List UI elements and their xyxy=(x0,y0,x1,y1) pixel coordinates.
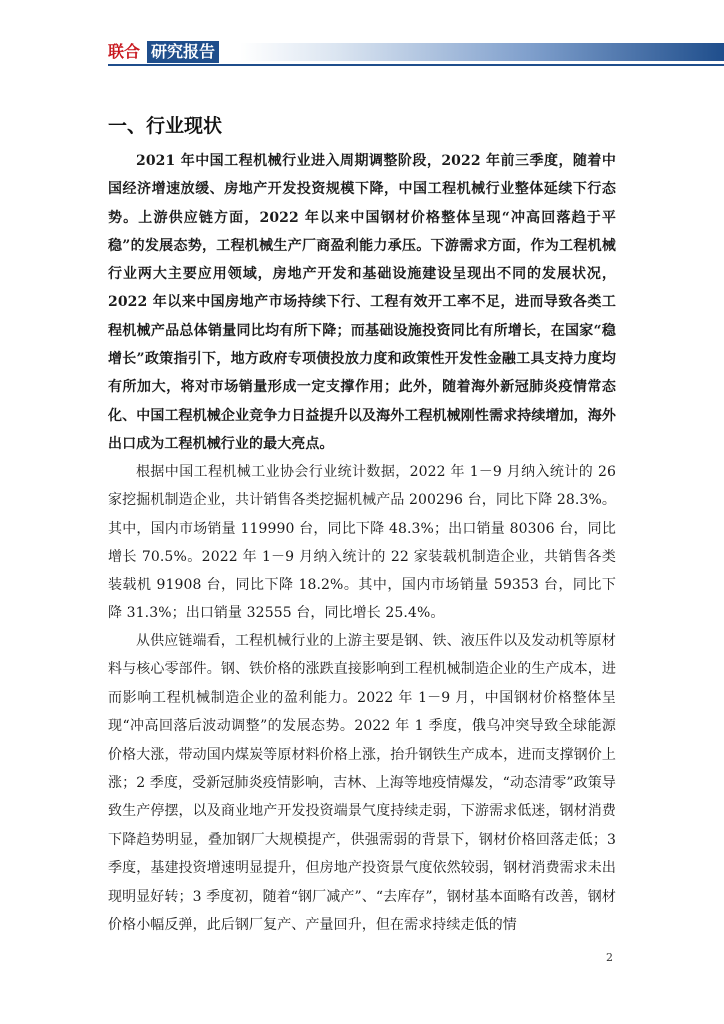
paragraph-sales-statistics: 根据中国工程机械工业协会行业统计数据，2022 年 1－9 月纳入统计的 26 家挖掘机制造企业，共计销售各类挖掘机械产品 200296 台，同比下降 28.3%。其中，国内市场销量 119990 台，同比下降 48.3%；出口销量 80306 台，同比增长 70.5%。2022 年 1－9 月纳入统计的 22 家装载机制造企业，共销售各类装载机 91908 台，同比下降 18.2%。其中，国内市场销量 59353 台，同比下降 31.3%；出口销量 32555 台，同比增长 25.4%。 xyxy=(108,464,616,622)
header-gradient-bar xyxy=(240,43,724,61)
brand-label-research-report: 研究报告 xyxy=(147,41,219,63)
header-divider xyxy=(108,64,724,66)
brand-name-lianhe: 联合 xyxy=(108,42,141,61)
page-number: 2 xyxy=(606,951,613,964)
section-heading: 一、行业现状 xyxy=(108,115,223,137)
paragraph-supply-chain: 从供应链端看，工程机械行业的上游主要是钢、铁、液压件以及发动机等原材料与核心零部件。钢、铁价格的涨跌直接影响到工程机械制造企业的生产成本，进而影响工程机械制造企业的盈利能力。2022 年 1－9 月，中国钢材价格整体呈现“冲高回落后波动调整”的发展态势。2022 年 1 季度，俄乌冲突导致全球能源价格大涨，带动国内煤炭等原材料价格上涨，抬升钢铁生产成本，进而支撑钢价上涨；2 季度，受新冠肺炎疫情影响，吉林、上海等地疫情爆发，“动态清零”政策导致生产停摆，以及商业地产开发投资端景气度持续走弱，下游需求低迷，钢材消费下降趋势明显，叠加钢厂大规模提产，供强需弱的背景下，钢材价格回落走低；3 季度，基建投资增速明显提升，但房地产投资景气度依然较弱，钢材消费需求未出现明显好转；3 季度初，随着“钢厂减产”、“去库存”，钢材基本面略有改善，钢材价格小幅反弹，此后钢厂复产、产量回升，但在需求持续走低的情 xyxy=(108,633,616,934)
report-header xyxy=(0,40,724,66)
paragraph-summary: 2021 年中国工程机械行业进入周期调整阶段，2022 年前三季度，随着中国经济增速放缓、房地产开发投资规模下降，中国工程机械行业整体延续下行态势。上游供应链方面，2022 年以来中国钢材价格整体呈现“冲高回落趋于平稳”的发展态势，工程机械生产厂商盈利能力承压。下游需求方面，作为工程机械行业两大主要应用领域，房地产开发和基础设施建设呈现出不同的发展状况，2022 年以来中国房地产市场持续下行、工程有效开工率不足，进而导致各类工程机械产品总体销量同比均有所下降；而基础设施投资同比有所增长，在国家“稳增长”政策指引下，地方政府专项债投放力度和政策性开发性金融工具支持力度均有所加大，将对市场销量形成一定支撑作用；此外，随着海外新冠肺炎疫情常态化、中国工程机械企业竞争力日益提升以及海外工程机械刚性需求持续增加，海外出口成为工程机械行业的最大亮点。 xyxy=(108,153,616,452)
